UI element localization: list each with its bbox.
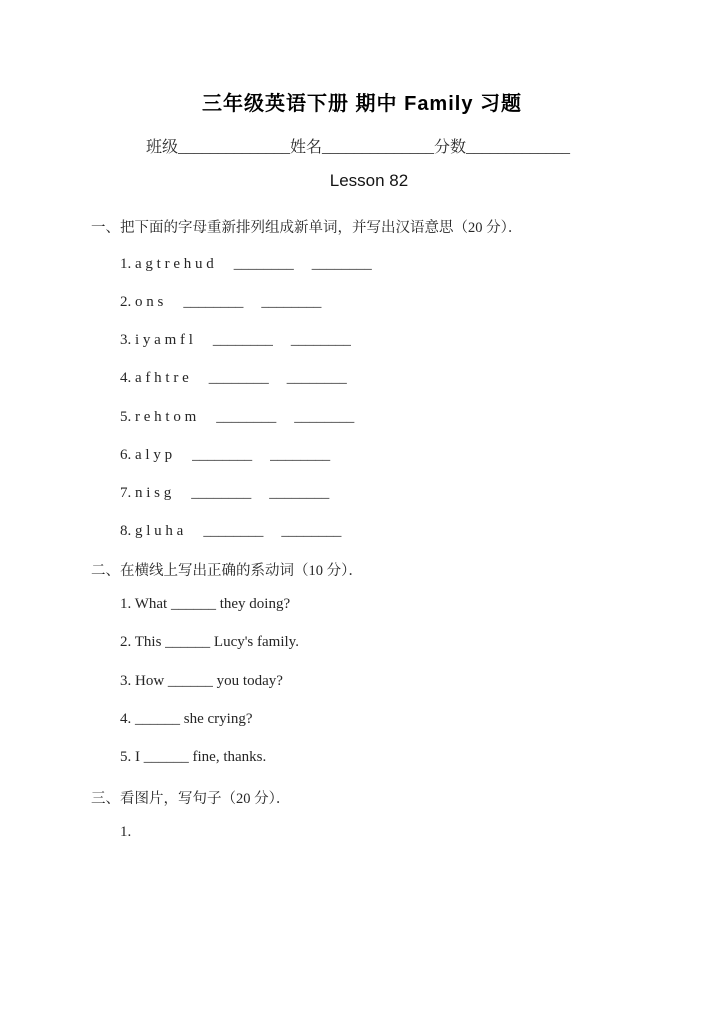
answer-blank-line: ________ xyxy=(216,409,277,425)
unscramble-item xyxy=(120,256,372,273)
answer-blank-line: ________ xyxy=(281,523,342,539)
unscramble-item xyxy=(120,370,347,387)
fill-blank-item xyxy=(120,634,299,651)
scrambled-letters: a g t r e h u d xyxy=(135,256,214,272)
scrambled-letters: o n s xyxy=(135,294,164,310)
answer-blank-line: ________ xyxy=(191,485,252,501)
item-number: 2. xyxy=(120,634,132,650)
fill-blank-item xyxy=(120,749,266,766)
score-blank-line: _____________ xyxy=(466,139,571,156)
unscramble-item xyxy=(120,447,330,464)
unscramble-item xyxy=(120,409,354,426)
answer-blank-line: ________ xyxy=(290,332,351,348)
page-title: 三年级英语下册 期中 Family 习题 xyxy=(201,93,523,115)
section3-heading: 三、看图片，写句子（20 分）． xyxy=(91,791,291,807)
scrambled-letters: i y a m f l xyxy=(135,332,193,348)
fill-blank-item xyxy=(120,673,283,690)
answer-blank-line: ______ xyxy=(165,634,211,650)
answer-blank-line: ______ xyxy=(170,596,216,612)
name-label: 姓名 xyxy=(290,139,323,156)
scrambled-letters: g l u h a xyxy=(135,523,184,539)
item-number: 1. xyxy=(120,256,132,272)
item-number: 8. xyxy=(120,523,132,539)
item-number: 2. xyxy=(120,294,132,310)
answer-blank-line: ______ xyxy=(143,749,189,765)
unscramble-item xyxy=(120,332,351,349)
sentence-after: Lucy's family. xyxy=(213,634,299,650)
sentence-before: What xyxy=(134,596,168,612)
sentence-after: fine, thanks. xyxy=(192,749,267,765)
answer-blank-line: ________ xyxy=(208,370,269,386)
answer-blank-line: ________ xyxy=(261,294,322,310)
scrambled-letters: n i s g xyxy=(135,485,172,501)
item-number: 5. xyxy=(120,409,132,425)
sentence-before: This xyxy=(134,634,162,650)
item-number: 5. xyxy=(120,749,132,765)
item-number: 1. xyxy=(120,596,132,612)
lesson-heading: Lesson 82 xyxy=(329,171,409,190)
sentence-before: How xyxy=(135,673,165,689)
answer-blank-line: ________ xyxy=(311,256,372,272)
meta-line xyxy=(146,134,570,157)
item-number: 7. xyxy=(120,485,132,501)
unscramble-item xyxy=(120,485,329,502)
item-number: 4. xyxy=(120,370,132,386)
class-label: 班级 xyxy=(146,139,179,156)
class-blank-line: ______________ xyxy=(178,139,291,156)
answer-blank-line: ______ xyxy=(167,673,213,689)
sentence-after: she crying? xyxy=(183,711,253,727)
fill-blank-item xyxy=(120,596,290,613)
answer-blank-line: ________ xyxy=(269,485,330,501)
sentence-after: you today? xyxy=(216,673,283,689)
section1-heading: 一、把下面的字母重新排列组成新单词，并写出汉语意思（20 分）． xyxy=(91,220,523,236)
answer-blank-line: ________ xyxy=(270,447,331,463)
answer-blank-line: ________ xyxy=(192,447,253,463)
answer-blank-line: ______ xyxy=(135,711,180,727)
name-blank-line: ______________ xyxy=(322,139,435,156)
scrambled-letters: a l y p xyxy=(135,447,173,463)
unscramble-item xyxy=(120,294,321,311)
picture-sentence-item xyxy=(120,824,131,841)
sentence-after: they doing? xyxy=(219,596,291,612)
answer-blank-line: ________ xyxy=(203,523,264,539)
item-number: 6. xyxy=(120,447,132,463)
fill-blank-item xyxy=(120,711,252,728)
item-number: 3. xyxy=(120,332,132,348)
answer-blank-line: ________ xyxy=(294,409,355,425)
section2-heading: 二、在横线上写出正确的系动词（10 分）． xyxy=(91,563,363,579)
answer-blank-line: ________ xyxy=(233,256,294,272)
unscramble-item xyxy=(120,523,341,540)
item-number: 3. xyxy=(120,673,132,689)
item-number: 4. xyxy=(120,711,132,727)
score-label: 分数 xyxy=(434,139,467,156)
scrambled-letters: r e h t o m xyxy=(135,409,197,425)
sentence-before: I xyxy=(135,749,140,765)
item-number: 1. xyxy=(120,824,132,840)
scrambled-letters: a f h t r e xyxy=(135,370,189,386)
answer-blank-line: ________ xyxy=(286,370,347,386)
answer-blank-line: ________ xyxy=(212,332,273,348)
answer-blank-line: ________ xyxy=(183,294,244,310)
